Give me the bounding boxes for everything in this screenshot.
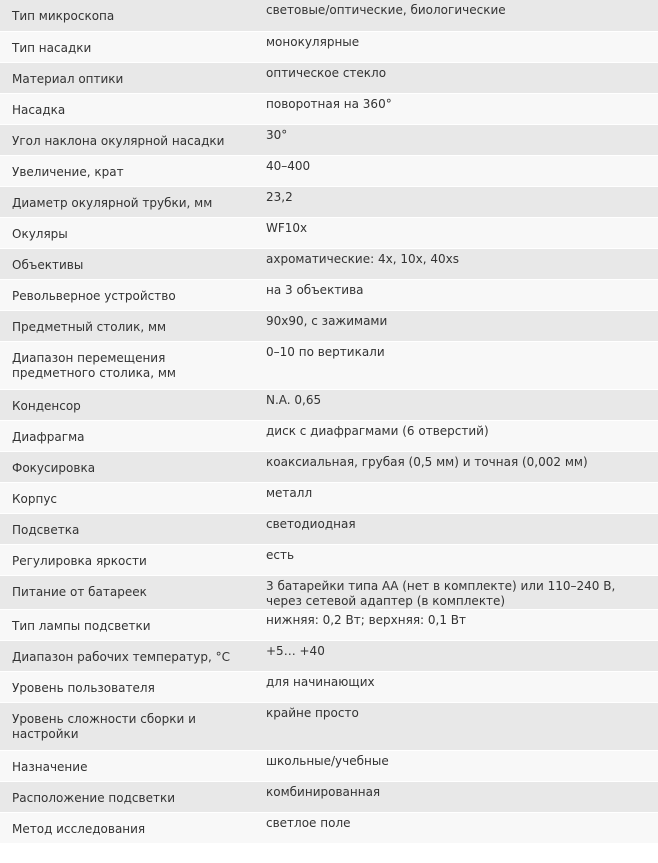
spec-label: Диаметр окулярной трубки, мм [0,186,254,217]
spec-label: Фокусировка [0,451,254,482]
spec-value: монокулярные [254,31,658,62]
spec-value: световые/оптические, биологические [254,0,658,31]
table-row [0,310,658,341]
spec-value: для начинающих [254,671,658,702]
spec-label: Назначение [0,750,254,781]
spec-label: Конденсор [0,389,254,420]
table-row [0,217,658,248]
spec-value: 30° [254,124,658,155]
spec-label: Уровень пользователя [0,671,254,702]
table-row [0,389,658,420]
spec-value: 0–10 по вертикали [254,341,658,389]
spec-label: Метод исследования [0,812,254,843]
spec-label: Подсветка [0,513,254,544]
spec-value: коаксиальная, грубая (0,5 мм) и точная (0,002 мм) [254,451,658,482]
spec-value: 3 батарейки типа АА (нет в комплекте) или 110–240 В, через сетевой адаптер (в комплекте) [254,575,658,609]
spec-label: Питание от батареек [0,575,254,609]
spec-label: Корпус [0,482,254,513]
spec-label: Тип насадки [0,31,254,62]
table-row [0,248,658,279]
spec-label: Диафрагма [0,420,254,451]
spec-value: металл [254,482,658,513]
table-row [0,155,658,186]
spec-value: комбинированная [254,781,658,812]
spec-value: диск с диафрагмами (6 отверстий) [254,420,658,451]
table-row [0,0,658,31]
table-row [0,781,658,812]
table-row [0,640,658,671]
spec-value: ахроматические: 4x, 10x, 40xs [254,248,658,279]
table-row [0,186,658,217]
spec-label: Диапазон рабочих температур, °С [0,640,254,671]
spec-label: Увеличение, крат [0,155,254,186]
table-row [0,750,658,781]
spec-label: Диапазон перемещения предметного столика, мм [0,341,254,389]
spec-label: Окуляры [0,217,254,248]
spec-value: школьные/учебные [254,750,658,781]
spec-label: Материал оптики [0,62,254,93]
spec-label: Объективы [0,248,254,279]
table-row [0,513,658,544]
spec-label: Угол наклона окулярной насадки [0,124,254,155]
table-row [0,575,658,609]
table-row [0,341,658,389]
table-row [0,31,658,62]
spec-value: нижняя: 0,2 Вт; верхняя: 0,1 Вт [254,609,658,640]
spec-value: +5… +40 [254,640,658,671]
table-row [0,62,658,93]
table-row [0,671,658,702]
spec-value: 90x90, с зажимами [254,310,658,341]
spec-value: 40–400 [254,155,658,186]
spec-value: крайне просто [254,702,658,750]
table-row [0,702,658,750]
spec-label: Револьверное устройство [0,279,254,310]
table-row [0,279,658,310]
spec-label: Уровень сложности сборки и настройки [0,702,254,750]
spec-label: Предметный столик, мм [0,310,254,341]
spec-value: WF10x [254,217,658,248]
table-row [0,609,658,640]
spec-value: оптическое стекло [254,62,658,93]
table-row [0,812,658,843]
spec-value: светодиодная [254,513,658,544]
spec-label: Тип микроскопа [0,0,254,31]
spec-value: есть [254,544,658,575]
spec-value: поворотная на 360° [254,93,658,124]
table-row [0,124,658,155]
table-row [0,93,658,124]
spec-value: на 3 объектива [254,279,658,310]
spec-value: 23,2 [254,186,658,217]
spec-label: Тип лампы подсветки [0,609,254,640]
table-row [0,544,658,575]
table-row [0,420,658,451]
spec-label: Расположение подсветки [0,781,254,812]
spec-label: Насадка [0,93,254,124]
table-row [0,482,658,513]
spec-value: N.A. 0,65 [254,389,658,420]
spec-value: светлое поле [254,812,658,843]
spec-label: Регулировка яркости [0,544,254,575]
table-row [0,451,658,482]
